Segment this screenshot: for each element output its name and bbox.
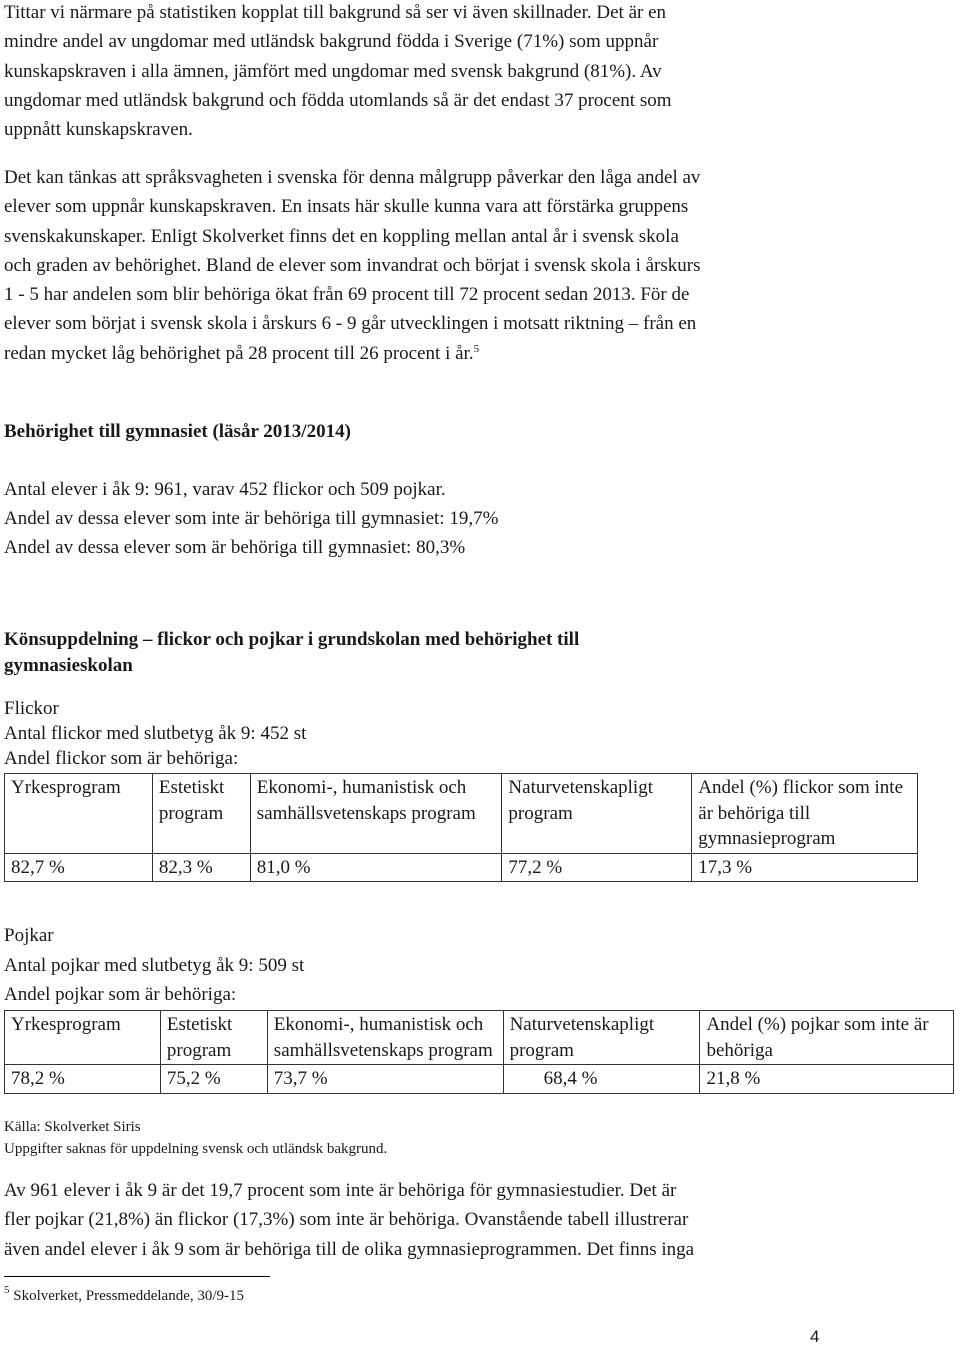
footnote — [4, 1284, 245, 1305]
text-line: Det kan tänkas att språksvagheten i svenska för denna målgrupp påverkar den låga andel av — [4, 167, 701, 188]
table-cell: 82,7 % — [5, 853, 153, 882]
text-line: Av 961 elever i åk 9 är det 19,7 procent som inte är behöriga för gymnasiestudier. Det är — [4, 1180, 677, 1201]
section-heading: Behörighet till gymnasiet (läsår 2013/2014) — [4, 421, 351, 442]
table-header-row — [5, 1011, 954, 1065]
boys-share-label: Andel pojkar som är behöriga: — [4, 984, 237, 1005]
text-line: även andel elever i åk 9 som är behöriga till de olika gymnasieprogrammen. Det finns inga — [4, 1238, 695, 1260]
footnote-text: Skolverket, Pressmeddelande, 30/9-15 — [9, 1288, 245, 1304]
table-cell: 75,2 % — [160, 1065, 267, 1094]
stat-line: Andel av dessa elever som är behöriga till gymnasiet: 80,3% — [4, 537, 466, 558]
footnote-reference: 5 — [473, 342, 480, 355]
table-cell: 82,3 % — [152, 853, 250, 882]
source-note: Uppgifter saknas för uppdelning svensk och utländsk bakgrund. — [4, 1141, 388, 1157]
stat-line: Antal elever i åk 9: 961, varav 452 flickor och 509 pojkar. — [4, 479, 446, 500]
girls-count: Antal flickor med slutbetyg åk 9: 452 st — [4, 723, 307, 744]
table-cell: 73,7 % — [267, 1065, 503, 1094]
text-line: och graden av behörighet. Bland de elever som invandrat och börjat i svensk skola i årskurs — [4, 254, 701, 276]
text-line: elever som uppnår kunskapskraven. En insats här skulle kunna vara att förstärka gruppens — [4, 196, 689, 218]
text-line: kunskapskraven i alla ämnen, jämfört med ungdomar med svensk bakgrund (81%). Av — [4, 60, 662, 82]
girls-table — [4, 773, 918, 882]
source-label: Källa: Skolverket Siris — [4, 1119, 141, 1135]
table-header-cell: Andel (%) pojkar som inte är behöriga — [700, 1011, 954, 1065]
table-cell: 21,8 % — [700, 1065, 954, 1094]
paragraph-language — [4, 163, 824, 368]
boys-title: Pojkar — [4, 925, 54, 946]
paragraph-summary — [4, 1176, 824, 1264]
text-line: fler pojkar (21,8%) än flickor (17,3%) som inte är behöriga. Ovanstående tabell illustrerar — [4, 1209, 689, 1231]
text-line: 1 - 5 har andelen som blir behöriga ökat från 69 procent till 72 procent sedan 2013. För de — [4, 284, 690, 306]
boys-count: Antal pojkar med slutbetyg åk 9: 509 st — [4, 955, 305, 976]
table-header-cell: Naturvetenskapligt program — [503, 1011, 700, 1065]
girls-title: Flickor — [4, 698, 59, 719]
table-header-cell: Andel (%) flickor som inte är behöriga till gymnasieprogram — [692, 774, 918, 854]
table-cell: 77,2 % — [502, 853, 692, 882]
table-cell: 17,3 % — [692, 853, 918, 882]
table-header-cell: Estetiskt program — [160, 1011, 267, 1065]
table-header-cell: Ekonomi-, humanistisk och samhällsvetenskaps program — [267, 1011, 503, 1065]
paragraph-background-stats — [4, 0, 824, 144]
text-line: svenskakunskaper. Enligt Skolverket finns det en koppling mellan antal år i svensk skola — [4, 225, 679, 247]
girls-share-label: Andel flickor som är behöriga: — [4, 748, 239, 769]
table-header-cell: Yrkesprogram — [5, 1011, 161, 1065]
footnote-divider — [4, 1276, 270, 1277]
stat-line: Andel av dessa elever som inte är behöriga till gymnasiet: 19,7% — [4, 508, 499, 529]
table-cell: 78,2 % — [5, 1065, 161, 1094]
table-header-cell: Ekonomi-, humanistisk och samhällsvetenskaps program — [250, 774, 502, 854]
boys-table — [4, 1010, 954, 1094]
page-number: 4 — [810, 1327, 820, 1346]
text-line: elever som börjat i svensk skola i årskurs 6 - 9 går utvecklingen i motsatt riktning – från en — [4, 313, 697, 335]
text-line: ungdomar med utländsk bakgrund och födda utomlands så är det endast 37 procent som — [4, 89, 672, 111]
section-heading: Könsuppdelning – flickor och pojkar i grundskolan med behörighet till gymnasieskolan — [4, 629, 580, 676]
table-header-cell: Estetiskt program — [152, 774, 250, 854]
text-line: uppnått kunskapskraven. — [4, 119, 193, 141]
table-row — [5, 1065, 954, 1094]
table-header-cell: Naturvetenskapligt program — [502, 774, 692, 854]
table-cell: 68,4 % — [503, 1065, 700, 1094]
table-header-cell: Yrkesprogram — [5, 774, 153, 854]
text-line: Tittar vi närmare på statistiken kopplat till bakgrund så ser vi även skillnader. Det är en — [4, 2, 667, 23]
text-line: redan mycket låg behörighet på 28 procent till 26 procent i år.$^5$ — [4, 342, 480, 364]
table-cell: 81,0 % — [250, 853, 502, 882]
text-line: mindre andel av ungdomar med utländsk bakgrund födda i Sverige (71%) som uppnår — [4, 31, 659, 53]
table-header-row — [5, 774, 918, 854]
table-row — [5, 853, 918, 882]
footnote-number: 5 — [4, 1284, 10, 1296]
